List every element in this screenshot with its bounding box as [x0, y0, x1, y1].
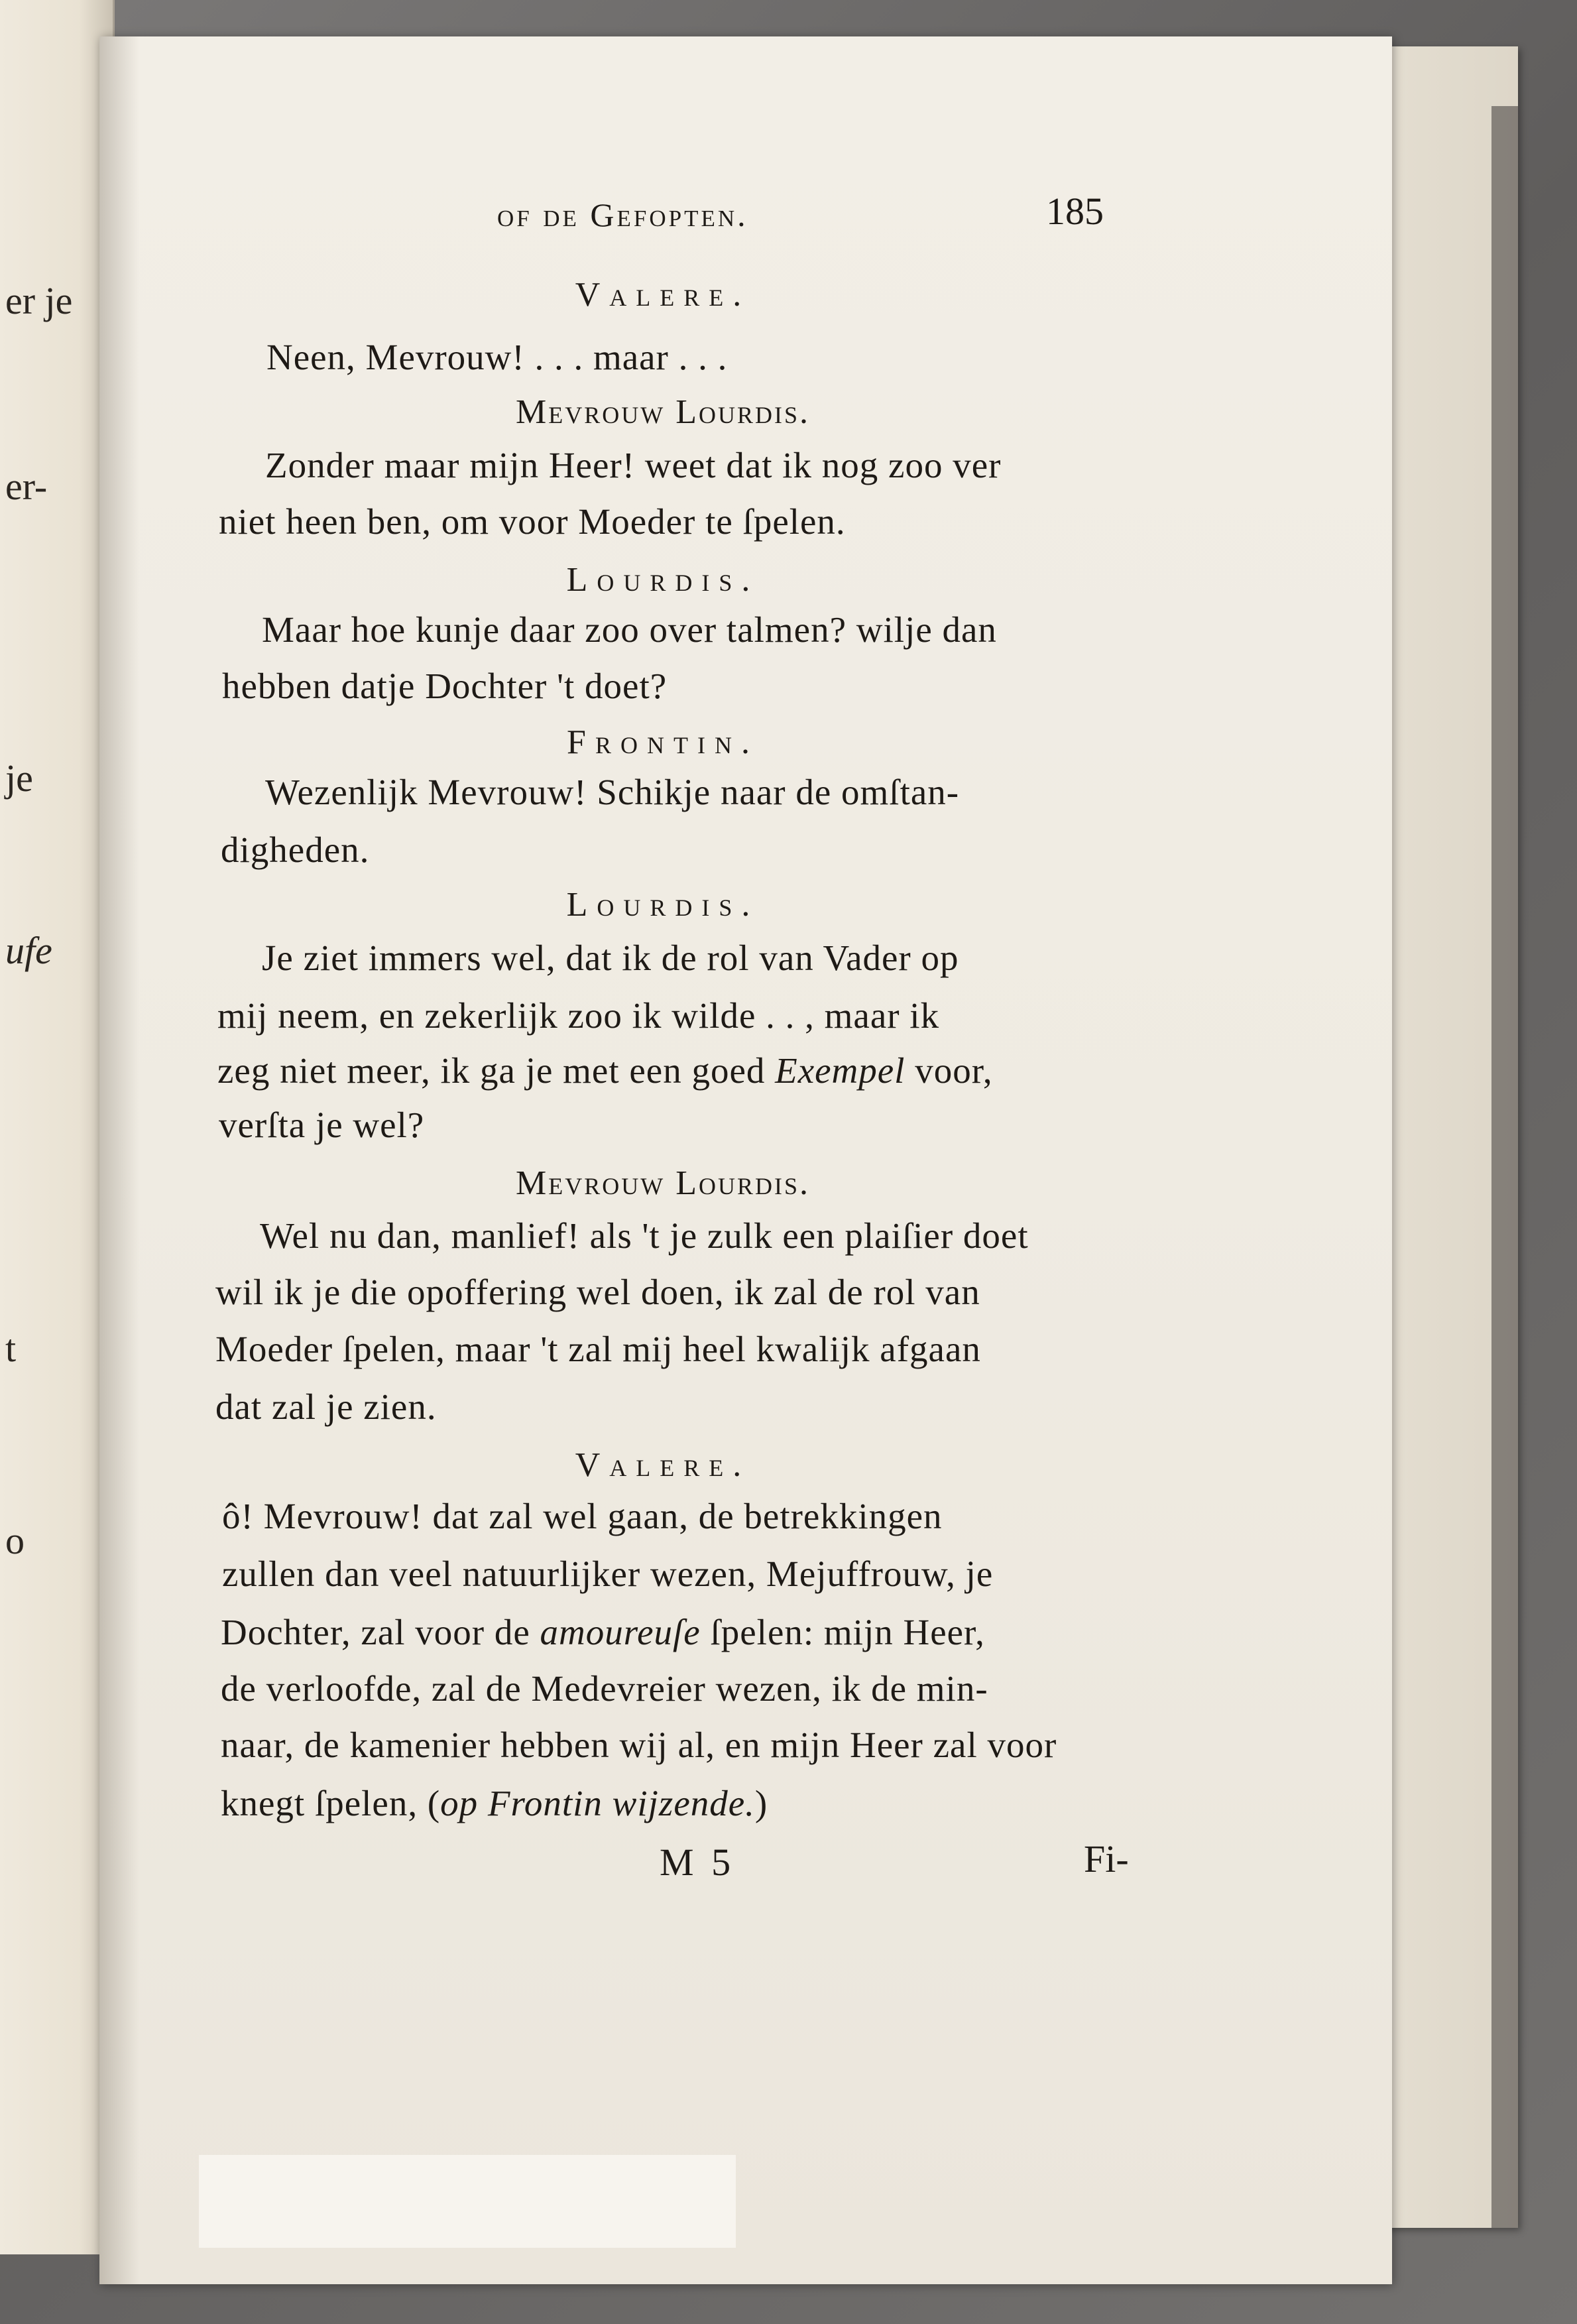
text-line: verſta je wel?: [219, 1105, 425, 1145]
italic-term: amoureuſe: [540, 1612, 701, 1652]
speaker-name: Lourdis.: [566, 886, 760, 924]
italic-stage-direction: op Frontin wijzende.: [440, 1783, 755, 1823]
text-line: Moeder ſpelen, maar 't zal mij heel kwalijk afgaan: [215, 1329, 981, 1369]
text-line: de verloofde, zal de Medevreier wezen, ik de min-: [221, 1668, 988, 1709]
text-line: mij neem, en zekerlijk zoo ik wilde . . , maar ik: [217, 995, 940, 1036]
text-line: zullen dan veel natuurlijker wezen, Mejuffrouw, je: [222, 1554, 994, 1594]
page-number: 185: [1046, 190, 1104, 233]
text-line: Wezenlijk Mevrouw! Schikje naar de omſtan-: [265, 772, 960, 812]
speaker-name: Valere.: [575, 1446, 751, 1484]
text-run: ): [754, 1783, 768, 1823]
text-run: zeg niet meer, ik ga je met een goed: [217, 1050, 776, 1091]
left-fragment: ufe: [5, 929, 52, 972]
text-line: [221, 1782, 768, 1824]
speaker-name: Valere.: [575, 276, 751, 314]
text-line: [221, 1611, 985, 1653]
paper-patch: [199, 2155, 736, 2248]
text-run: voor,: [905, 1050, 993, 1091]
left-fragment: t: [5, 1327, 17, 1370]
gutter-shadow: [99, 36, 139, 2284]
text-line: dat zal je zien.: [215, 1386, 437, 1427]
text-line: Neen, Mevrouw! . . . maar . . .: [266, 337, 728, 377]
text-line: naar, de kamenier hebben wij al, en mijn Heer zal voor: [221, 1725, 1057, 1765]
left-fragment: je: [5, 757, 33, 800]
text-line: wil ik je die opoffering wel doen, ik zal de rol van: [215, 1272, 980, 1312]
text-line: Je ziet immers wel, dat ik de rol van Vader op: [262, 938, 959, 978]
text-line: Wel nu dan, manlief! als 't je zulk een plaiſier doet: [260, 1215, 1029, 1256]
text-line: ô! Mevrouw! dat zal wel gaan, de betrekkingen: [222, 1496, 943, 1536]
left-facing-page: [0, 0, 115, 2254]
signature-mark: M 5: [660, 1841, 735, 1884]
text-run: knegt ſpelen, (: [221, 1783, 441, 1823]
text-line: [217, 1050, 993, 1091]
italic-term: Exempel: [775, 1050, 905, 1091]
speaker-name: Frontin.: [567, 723, 759, 761]
left-fragment: er je: [5, 279, 73, 322]
text-line: niet heen ben, om voor Moeder te ſpelen.: [219, 501, 846, 542]
left-fragment: o: [5, 1519, 25, 1562]
speaker-name: Mevrouw Lourdis.: [516, 1164, 810, 1202]
text-run: Dochter, zal voor de: [221, 1612, 540, 1652]
speaker-name: Mevrouw Lourdis.: [516, 393, 810, 431]
text-run: ſpelen: mijn Heer,: [700, 1612, 985, 1652]
book-edge-shadow: [1491, 106, 1518, 2228]
running-title: of de Gefopten.: [497, 196, 748, 233]
text-line: Zonder maar mijn Heer! weet dat ik nog zoo ver: [265, 445, 1002, 485]
text-line: hebben datje Dochter 't doet?: [222, 666, 668, 706]
text-line: Maar hoe kunje daar zoo over talmen? wilje dan: [262, 609, 997, 650]
text-line: digheden.: [221, 829, 370, 870]
catchword: Fi-: [1084, 1837, 1129, 1880]
speaker-name: Lourdis.: [566, 561, 760, 599]
left-fragment: er-: [5, 465, 48, 508]
